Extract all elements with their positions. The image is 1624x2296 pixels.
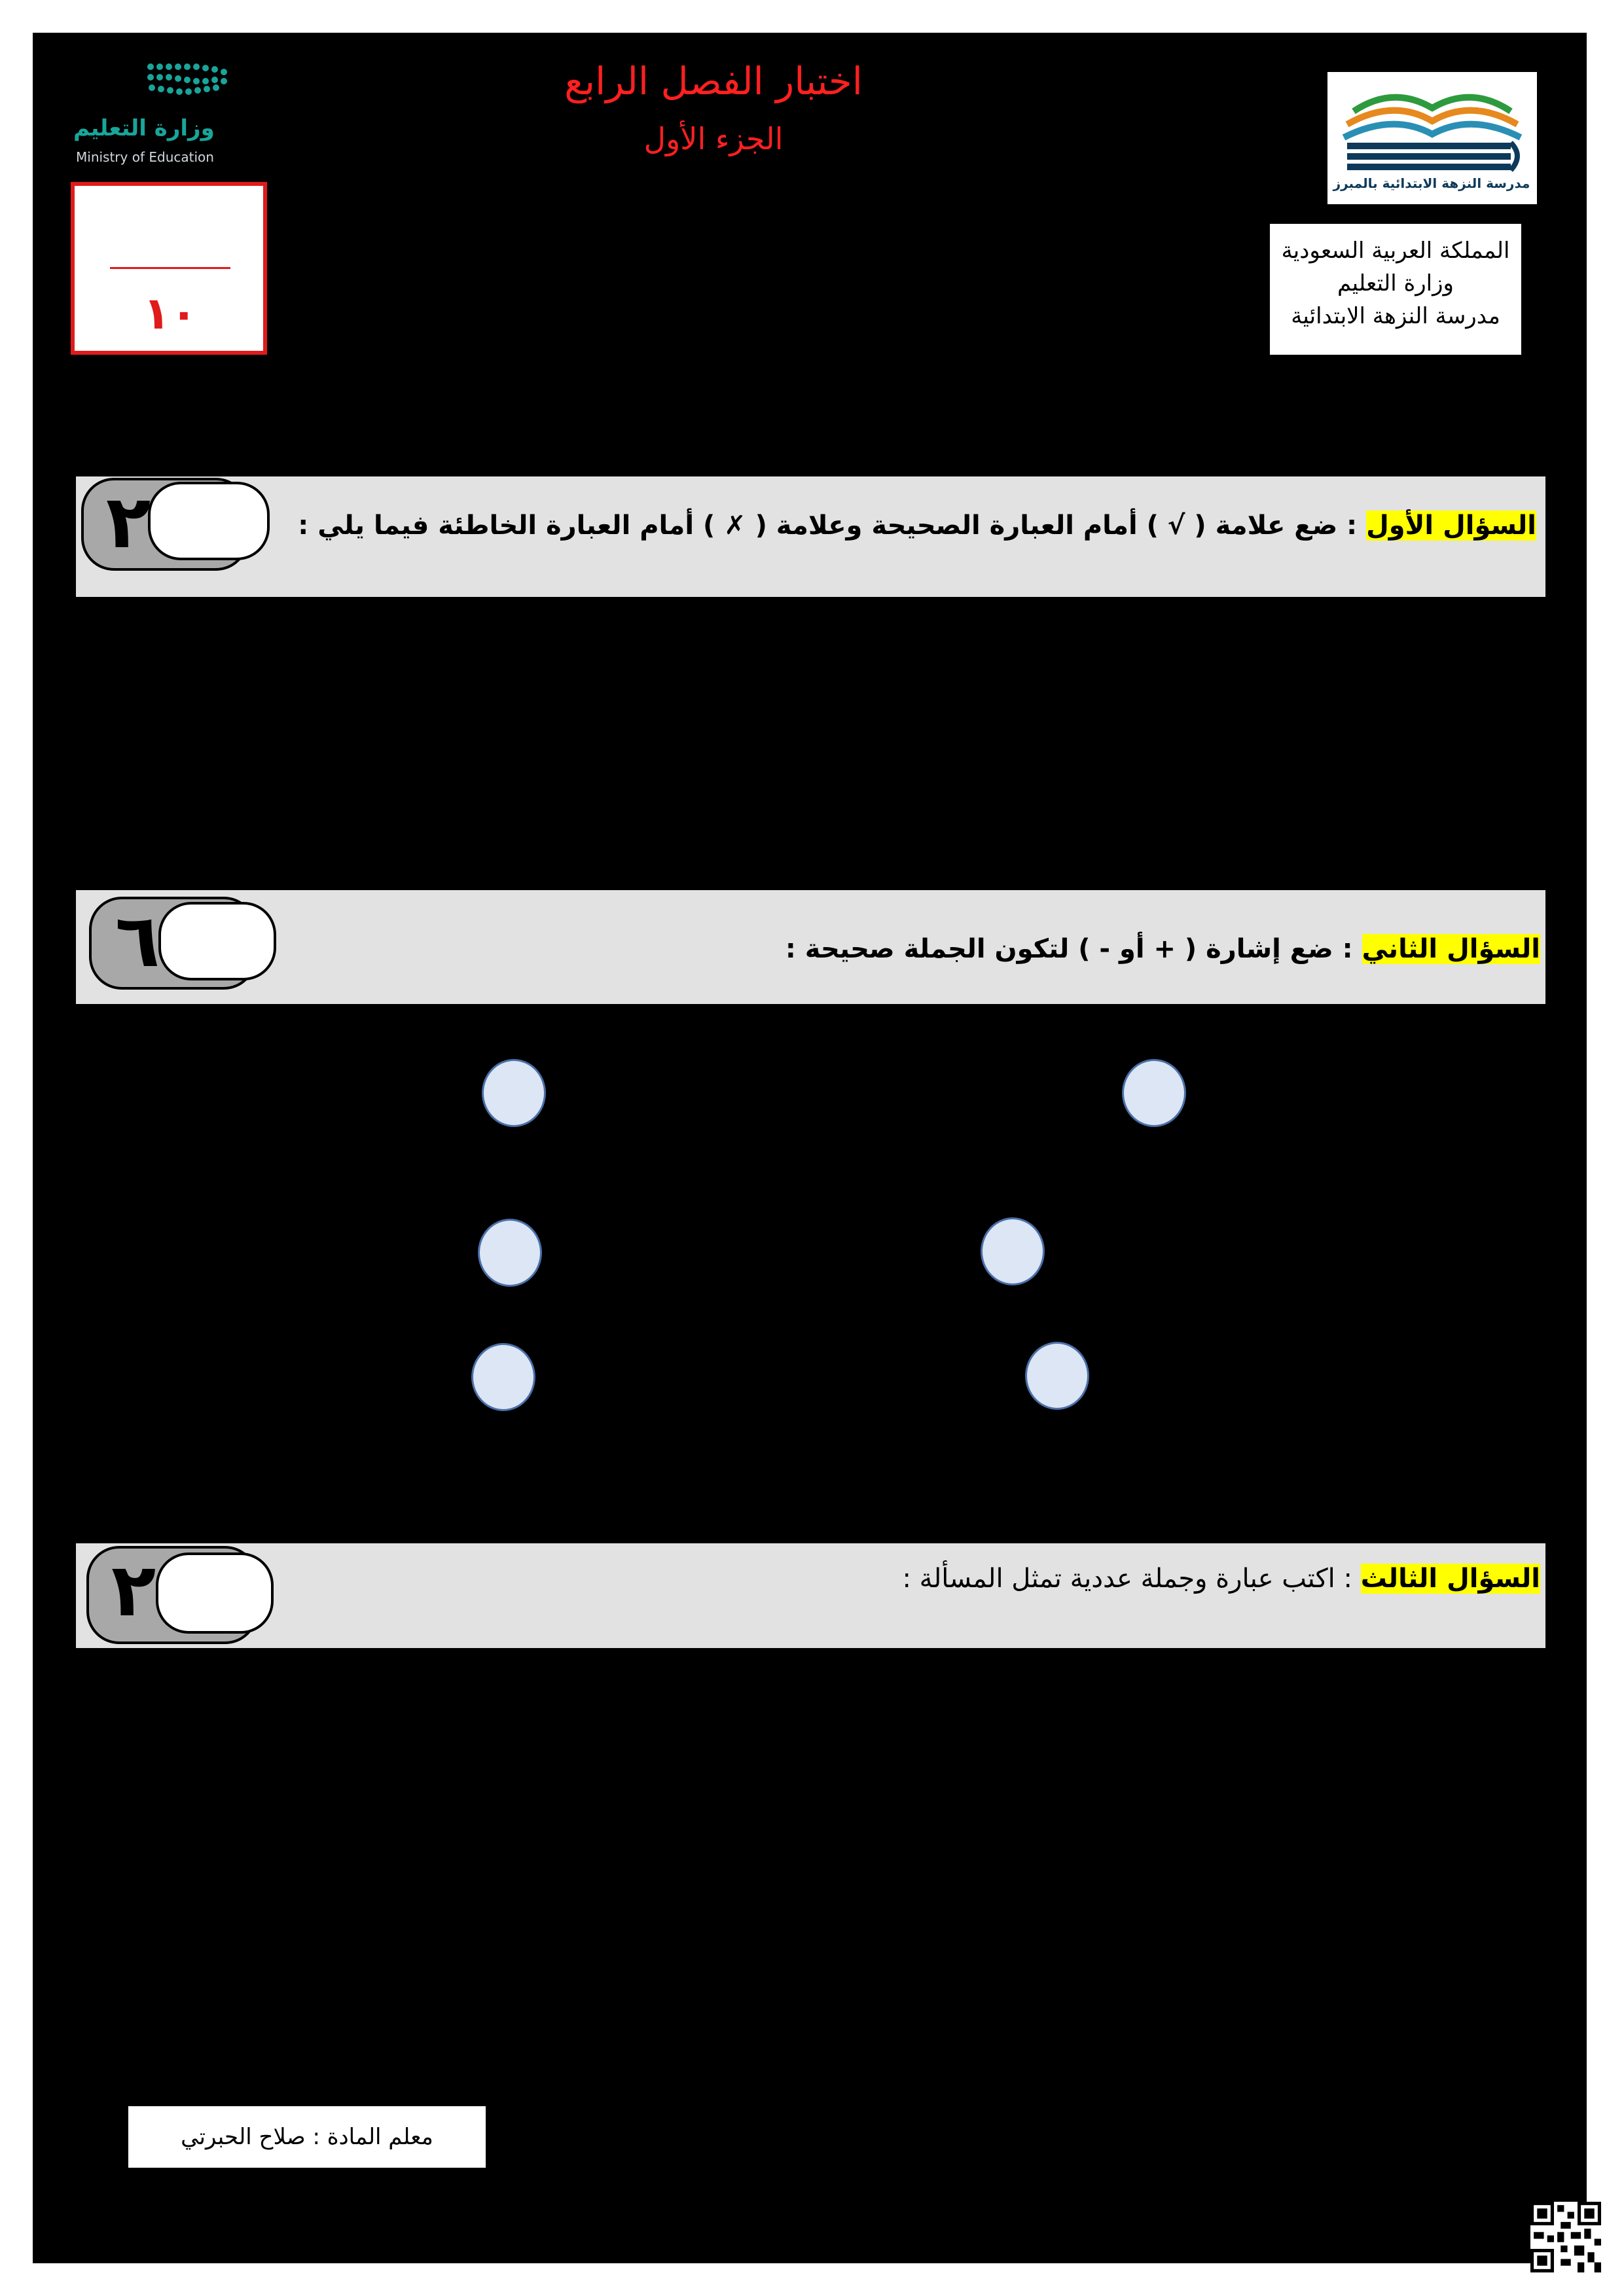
- score-line: [110, 267, 230, 269]
- ministry-logo-arabic: وزارة التعليم: [73, 115, 215, 141]
- question-1-heading: [298, 507, 1536, 544]
- exam-sheet: [33, 33, 1587, 2263]
- score-total: ١٠: [143, 288, 198, 340]
- question-3-text: : اكتب عبارة وجملة عددية تمثل المسألة :: [902, 1564, 1361, 1594]
- question-3-marks-field[interactable]: [156, 1552, 274, 1634]
- school-logo-caption: مدرسة النزهة الابتدائية بالمبرز: [1333, 175, 1530, 191]
- exam-subtitle: الجزء الأول: [643, 121, 784, 156]
- question-3-heading: [902, 1560, 1540, 1597]
- question-2-heading: [785, 931, 1540, 967]
- school-info-box: [1270, 224, 1521, 355]
- question-2-label: السؤال الثاني: [1362, 934, 1540, 964]
- sign-answer-circle[interactable]: [981, 1217, 1045, 1285]
- sign-answer-circle[interactable]: [1025, 1342, 1089, 1410]
- question-1-text: : ضع علامة ( √ ) أمام العبارة الصحيحة وعلامة ( ✗ ) أمام العبارة الخاطئة فيما يلي :: [298, 511, 1367, 541]
- sign-answer-circle[interactable]: [478, 1219, 542, 1287]
- question-2-marks: ٦: [115, 899, 160, 984]
- question-1-marks: ٢: [105, 480, 151, 565]
- sign-answer-circle[interactable]: [471, 1343, 535, 1411]
- info-school: مدرسة النزهة الابتدائية: [1291, 303, 1500, 329]
- exam-title: اختبار الفصل الرابع: [564, 59, 863, 103]
- ministry-logo-english: Ministry of Education: [76, 149, 214, 165]
- info-country: المملكة العربية السعودية: [1281, 238, 1510, 264]
- sign-answer-circle[interactable]: [482, 1059, 546, 1127]
- question-1-label: السؤال الأول: [1366, 511, 1536, 541]
- qr-code-icon: [1530, 2202, 1601, 2272]
- info-ministry: وزارة التعليم: [1337, 270, 1454, 296]
- teacher-name-box: معلم المادة : صلاح الحبرتي: [128, 2106, 486, 2168]
- open-book-icon: [1327, 72, 1537, 177]
- sign-answer-circle[interactable]: [1122, 1059, 1186, 1127]
- question-3-label: السؤال الثالث: [1360, 1564, 1540, 1594]
- question-3-marks: ٢: [111, 1548, 156, 1633]
- question-2-text: : ضع إشارة ( + أو - ) لتكون الجملة صحيحة :: [785, 934, 1362, 964]
